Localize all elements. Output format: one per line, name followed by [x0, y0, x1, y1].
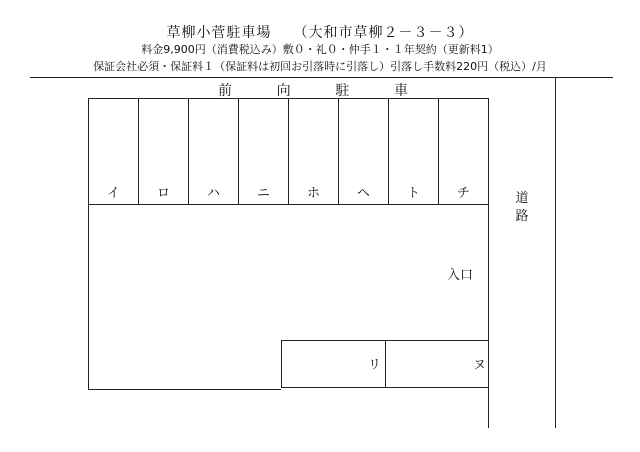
stall-label: リ: [367, 358, 381, 373]
front-row-char-3: 駐: [335, 83, 350, 99]
road-line: [555, 77, 556, 428]
stall-label: ホ: [306, 186, 320, 201]
front-row-char-2: 向: [276, 83, 291, 99]
parking-stall-chi: [438, 98, 488, 204]
entrance-label: 入口: [447, 268, 474, 283]
front-row-char-4: 車: [393, 83, 408, 99]
lot-bottom-line: [88, 389, 281, 390]
stall-label: チ: [456, 186, 470, 201]
stall-label: ハ: [206, 186, 220, 201]
parking-stall-i: [88, 98, 138, 204]
stall-row-bottom-line: [88, 204, 489, 205]
top-border: [30, 77, 613, 78]
terms-line: 保証会社必須・保証料１（保証料は初回お引落時に引落し）引落し手数料220円（税込）/月: [93, 60, 547, 73]
parking-stall-ri: [281, 340, 386, 388]
stall-label: ロ: [156, 186, 170, 201]
address-text: （大和市草柳２－３－３）: [293, 25, 474, 41]
parking-stall-ni: [238, 98, 288, 204]
road-label: [512, 190, 532, 226]
stall-label: イ: [106, 186, 120, 201]
road-char-2: 路: [515, 209, 529, 224]
front-row-label: [218, 80, 408, 100]
parking-stall-nu: [385, 340, 489, 388]
stall-label: ヌ: [472, 358, 486, 373]
parking-stall-ro: [138, 98, 188, 204]
parking-stall-ha: [188, 98, 238, 204]
parking-stall-to: [388, 98, 438, 204]
road-char-1: 道: [515, 191, 529, 206]
stall-label: ニ: [256, 186, 270, 201]
title-text: 草柳小菅駐車場: [166, 25, 272, 41]
page-title: [0, 22, 640, 42]
parking-stall-he: [338, 98, 388, 204]
stall-label: ヘ: [356, 186, 370, 201]
parking-stall-ho: [288, 98, 338, 204]
fee-line: 料金9,900円（消費税込み）敷０・礼０・仲手１・１年契約（更新料1）: [141, 43, 499, 56]
front-row-char-1: 前: [218, 83, 232, 99]
stall-label: ト: [406, 186, 420, 201]
